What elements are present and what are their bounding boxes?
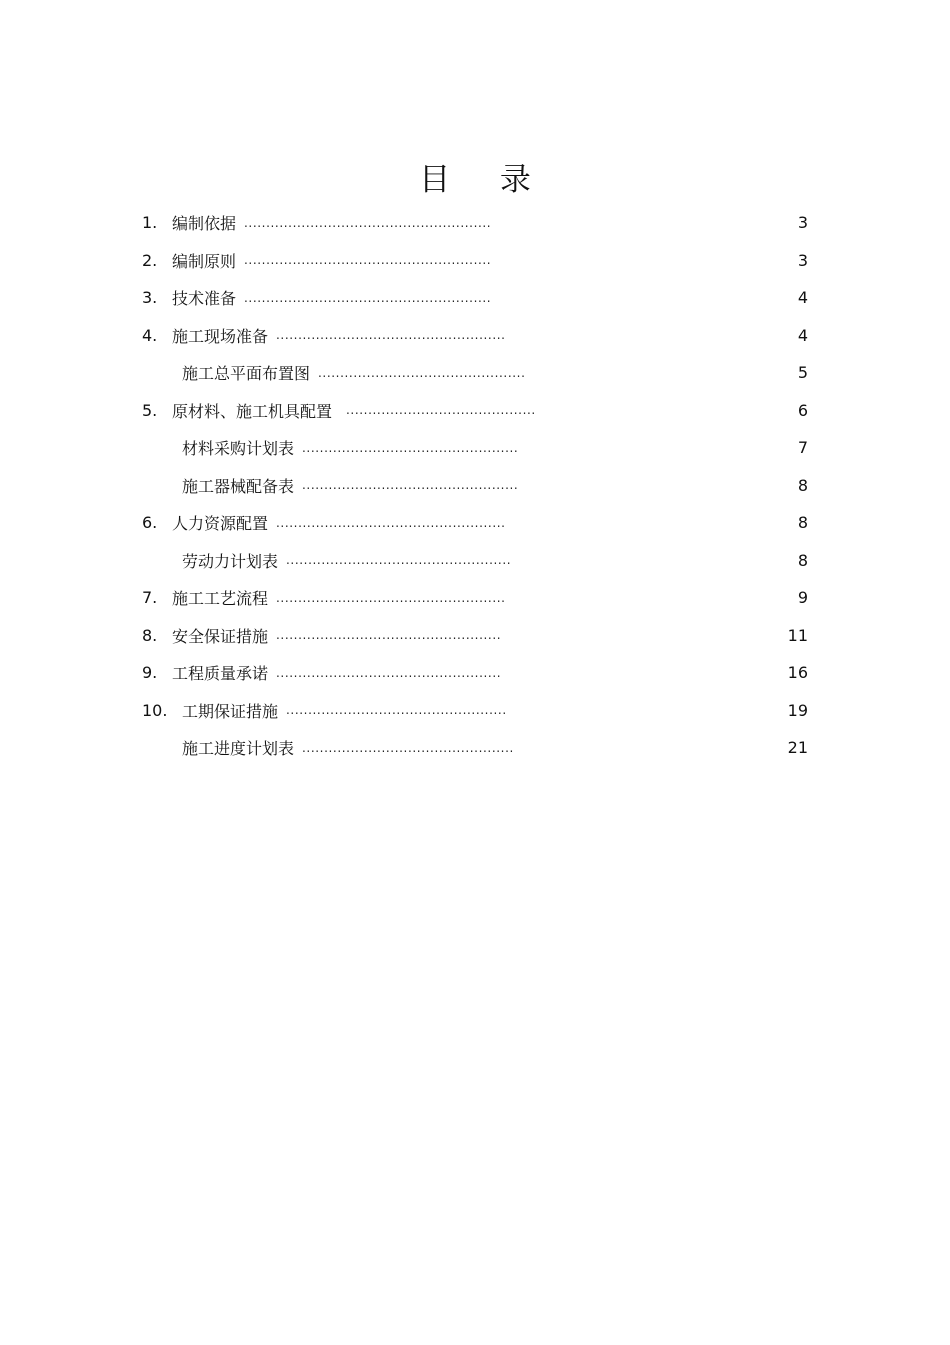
- toc-entry-number: 4.: [142, 325, 158, 345]
- toc-entry-number: 8.: [142, 625, 158, 645]
- toc-entry-page: 4: [797, 325, 808, 345]
- table-of-contents: [142, 204, 808, 767]
- toc-subentry[interactable]: [142, 429, 808, 467]
- toc-entry-number: 3.: [142, 288, 158, 308]
- toc-subentry[interactable]: [142, 542, 808, 580]
- toc-entry-leader: ........................................................: [244, 290, 492, 305]
- toc-entry-page: 8: [797, 475, 808, 495]
- toc-entry-label: 原材料、施工机具配置: [172, 401, 333, 421]
- toc-entry-leader: .................................................: [302, 478, 519, 493]
- toc-entry-number: 1.: [142, 213, 158, 233]
- toc-entry-page: 7: [797, 438, 808, 458]
- toc-entry-number: 6.: [142, 513, 158, 533]
- toc-entry-page: 3: [797, 250, 808, 270]
- toc-entry-page: 8: [797, 550, 808, 570]
- toc-entry[interactable]: [142, 692, 808, 730]
- toc-entry-number: 5.: [142, 400, 158, 420]
- toc-entry[interactable]: [142, 617, 808, 655]
- toc-entry[interactable]: [142, 204, 808, 242]
- toc-entry-leader: ..................................................: [286, 703, 507, 718]
- toc-entry[interactable]: [142, 579, 808, 617]
- toc-entry-number: 7.: [142, 588, 158, 608]
- toc-entry[interactable]: [142, 242, 808, 280]
- toc-entry-leader: ........................................................: [244, 215, 492, 230]
- toc-entry-page: 5: [797, 363, 808, 383]
- toc-entry-label: 施工器械配备表: [182, 476, 295, 496]
- toc-subentry[interactable]: [142, 467, 808, 505]
- toc-entry-label: 编制依据: [172, 214, 237, 234]
- toc-title: 目 录: [419, 162, 551, 198]
- toc-entry-label: 工程质量承诺: [172, 664, 269, 684]
- toc-entry-page: 11: [787, 625, 808, 645]
- toc-entry-leader: ........................................................: [244, 253, 492, 268]
- toc-entry-leader: .................................................: [302, 440, 519, 455]
- toc-entry[interactable]: [142, 654, 808, 692]
- toc-entry-label: 工期保证措施: [182, 701, 279, 721]
- toc-entry-leader: ................................................: [302, 740, 514, 755]
- toc-entry-label: 施工总平面布置图: [182, 364, 311, 384]
- toc-entry-page: 4: [797, 288, 808, 308]
- toc-entry-leader: ....................................................: [276, 515, 506, 530]
- toc-entry-leader: ...................................................: [276, 628, 502, 643]
- toc-entry[interactable]: [142, 317, 808, 355]
- toc-entry-label: 材料采购计划表: [182, 439, 295, 459]
- toc-entry[interactable]: [142, 504, 808, 542]
- toc-entry-page: 21: [787, 738, 808, 758]
- toc-entry-number: 10.: [142, 700, 168, 720]
- toc-entry-page: 6: [797, 400, 808, 420]
- toc-entry-label: 施工进度计划表: [182, 739, 295, 759]
- toc-entry[interactable]: [142, 392, 808, 430]
- toc-entry-label: 编制原则: [172, 251, 237, 271]
- toc-entry-leader: ...................................................: [286, 553, 512, 568]
- toc-entry-page: 9: [797, 588, 808, 608]
- toc-entry-label: 劳动力计划表: [182, 551, 279, 571]
- toc-entry-number: 9.: [142, 663, 158, 683]
- toc-subentry[interactable]: [142, 729, 808, 767]
- toc-entry-leader: ...................................................: [276, 665, 502, 680]
- toc-entry-leader: ....................................................: [276, 590, 506, 605]
- toc-entry-leader: ...............................................: [318, 365, 526, 380]
- toc-entry-label: 安全保证措施: [172, 626, 269, 646]
- toc-entry-label: 技术准备: [172, 289, 237, 309]
- toc-subentry[interactable]: [142, 354, 808, 392]
- toc-entry-page: 8: [797, 513, 808, 533]
- toc-entry-number: 2.: [142, 250, 158, 270]
- toc-entry-label: 施工工艺流程: [172, 589, 269, 609]
- toc-entry-label: 人力资源配置: [172, 514, 269, 534]
- toc-entry[interactable]: [142, 279, 808, 317]
- toc-entry-page: 16: [787, 663, 808, 683]
- toc-entry-label: 施工现场准备: [172, 326, 269, 346]
- toc-entry-page: 3: [797, 213, 808, 233]
- toc-entry-page: 19: [787, 700, 808, 720]
- toc-entry-leader: ....................................................: [276, 328, 506, 343]
- toc-entry-leader: ...........................................: [346, 403, 536, 418]
